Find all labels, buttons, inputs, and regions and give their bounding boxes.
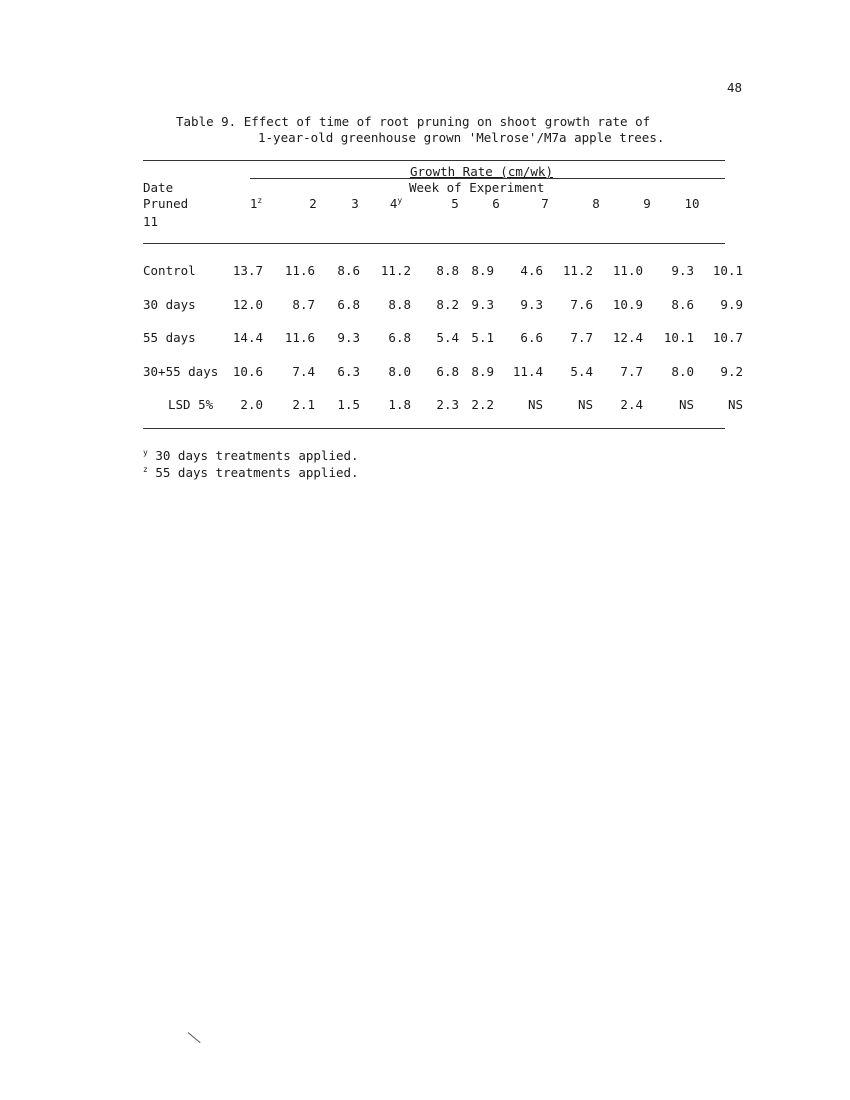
table-cell: 11.2 bbox=[380, 263, 411, 278]
week-number: 8 bbox=[592, 196, 600, 211]
week-header-cell bbox=[298, 196, 328, 211]
table-caption-line-1: Table 9. Effect of time of root pruning on shoot growth rate of bbox=[176, 114, 651, 129]
row-label: 55 days bbox=[143, 330, 196, 345]
table-cell: 2.2 bbox=[471, 397, 494, 412]
header-bottom-rule bbox=[143, 243, 725, 244]
week-number: 6 bbox=[492, 196, 500, 211]
row-label: 30+55 days bbox=[143, 364, 219, 379]
table-cell: NS bbox=[527, 397, 543, 412]
table-cell: 2.4 bbox=[620, 397, 643, 412]
table-cell: 11.6 bbox=[284, 330, 315, 345]
week-number: 3 bbox=[351, 196, 359, 211]
week-header-cell bbox=[440, 196, 470, 211]
table-cell: 14.4 bbox=[232, 330, 263, 345]
table-cell: 2.3 bbox=[436, 397, 459, 412]
stray-pen-mark bbox=[188, 1032, 201, 1043]
table-cell: 7.7 bbox=[570, 330, 593, 345]
table-cell: 10.9 bbox=[612, 297, 643, 312]
table-cell: 8.0 bbox=[671, 364, 694, 379]
bottom-rule bbox=[143, 428, 725, 429]
pruned-label: Pruned bbox=[143, 196, 189, 211]
week-header-cell bbox=[632, 196, 662, 211]
week-footnote-mark: y bbox=[397, 196, 403, 205]
page-number: 48 bbox=[727, 80, 743, 95]
week-header-cell bbox=[530, 196, 560, 211]
table-cell: 8.9 bbox=[471, 364, 494, 379]
table-cell: 8.2 bbox=[436, 297, 459, 312]
table-cell: 9.3 bbox=[471, 297, 494, 312]
table-cell: 11.4 bbox=[512, 364, 543, 379]
table-cell: 1.8 bbox=[388, 397, 411, 412]
table-cell: 7.6 bbox=[570, 297, 593, 312]
table-cell: 4.6 bbox=[520, 263, 543, 278]
footnote-mark: y bbox=[143, 448, 148, 457]
footnote bbox=[143, 448, 359, 463]
table-cell: 9.3 bbox=[671, 263, 694, 278]
week-number: 5 bbox=[451, 196, 459, 211]
table-cell: 7.7 bbox=[620, 364, 643, 379]
table-cell: 6.6 bbox=[520, 330, 543, 345]
week-header-cell bbox=[340, 196, 370, 211]
row-label: Control bbox=[143, 263, 196, 278]
week-number: 2 bbox=[309, 196, 317, 211]
table-cell: 8.6 bbox=[671, 297, 694, 312]
table-cell: 5.1 bbox=[471, 330, 494, 345]
footnote-text: 55 days treatments applied. bbox=[147, 465, 359, 481]
week-footnote-mark: z bbox=[257, 196, 263, 205]
footnote-text: 30 days treatments applied. bbox=[147, 448, 359, 464]
table-cell: 9.9 bbox=[720, 297, 743, 312]
table-cell: 12.4 bbox=[612, 330, 643, 345]
table-cell: NS bbox=[727, 397, 743, 412]
week-header-cell bbox=[381, 196, 411, 211]
table-cell: 8.0 bbox=[388, 364, 411, 379]
table-cell: 8.8 bbox=[388, 297, 411, 312]
table-cell: 10.7 bbox=[712, 330, 743, 345]
week-header-cell bbox=[481, 196, 511, 211]
week-of-experiment-heading: Week of Experiment bbox=[409, 180, 545, 195]
table-cell: 10.6 bbox=[232, 364, 263, 379]
date-label: Date bbox=[143, 180, 174, 195]
row-label: 30 days bbox=[143, 297, 196, 312]
week-number: 10 bbox=[684, 196, 700, 211]
table-cell: 5.4 bbox=[436, 330, 459, 345]
table-cell: 6.8 bbox=[388, 330, 411, 345]
table-cell: 8.8 bbox=[436, 263, 459, 278]
table-cell: 6.8 bbox=[436, 364, 459, 379]
table-cell: 2.0 bbox=[240, 397, 263, 412]
table-cell: 6.3 bbox=[337, 364, 360, 379]
table-cell: 1.5 bbox=[337, 397, 360, 412]
top-rule bbox=[143, 160, 725, 161]
footnote-mark: z bbox=[143, 465, 148, 474]
week-header-cell bbox=[581, 196, 611, 211]
table-cell: 2.1 bbox=[292, 397, 315, 412]
table-cell: 10.1 bbox=[712, 263, 743, 278]
table-cell: 12.0 bbox=[232, 297, 263, 312]
table-cell: 13.7 bbox=[232, 263, 263, 278]
table-caption-line-2: 1-year-old greenhouse grown 'Melrose'/M7a apple trees. bbox=[258, 130, 665, 145]
table-cell: 10.1 bbox=[663, 330, 694, 345]
table-cell: 9.3 bbox=[337, 330, 360, 345]
table-cell: 11.0 bbox=[612, 263, 643, 278]
table-cell: 8.6 bbox=[337, 263, 360, 278]
header-extra-label: 11 bbox=[143, 214, 159, 229]
table-cell: 11.6 bbox=[284, 263, 315, 278]
footnote bbox=[143, 465, 359, 480]
table-cell: 8.7 bbox=[292, 297, 315, 312]
week-number: 1 bbox=[249, 196, 258, 212]
row-label: LSD 5% bbox=[168, 397, 214, 412]
growth-rate-rule bbox=[250, 178, 725, 179]
week-header-cell bbox=[241, 196, 271, 211]
table-cell: 9.2 bbox=[720, 364, 743, 379]
table-cell: NS bbox=[577, 397, 593, 412]
table-cell: 9.3 bbox=[520, 297, 543, 312]
week-number: 9 bbox=[643, 196, 651, 211]
growth-rate-heading: Growth Rate (cm/wk) bbox=[410, 164, 553, 179]
table-cell: 11.2 bbox=[562, 263, 593, 278]
week-header-cell bbox=[677, 196, 707, 211]
week-number: 4 bbox=[389, 196, 398, 212]
table-cell: 5.4 bbox=[570, 364, 593, 379]
table-cell: 6.8 bbox=[337, 297, 360, 312]
week-number: 7 bbox=[541, 196, 549, 211]
table-cell: NS bbox=[678, 397, 694, 412]
table-cell: 8.9 bbox=[471, 263, 494, 278]
table-cell: 7.4 bbox=[292, 364, 315, 379]
